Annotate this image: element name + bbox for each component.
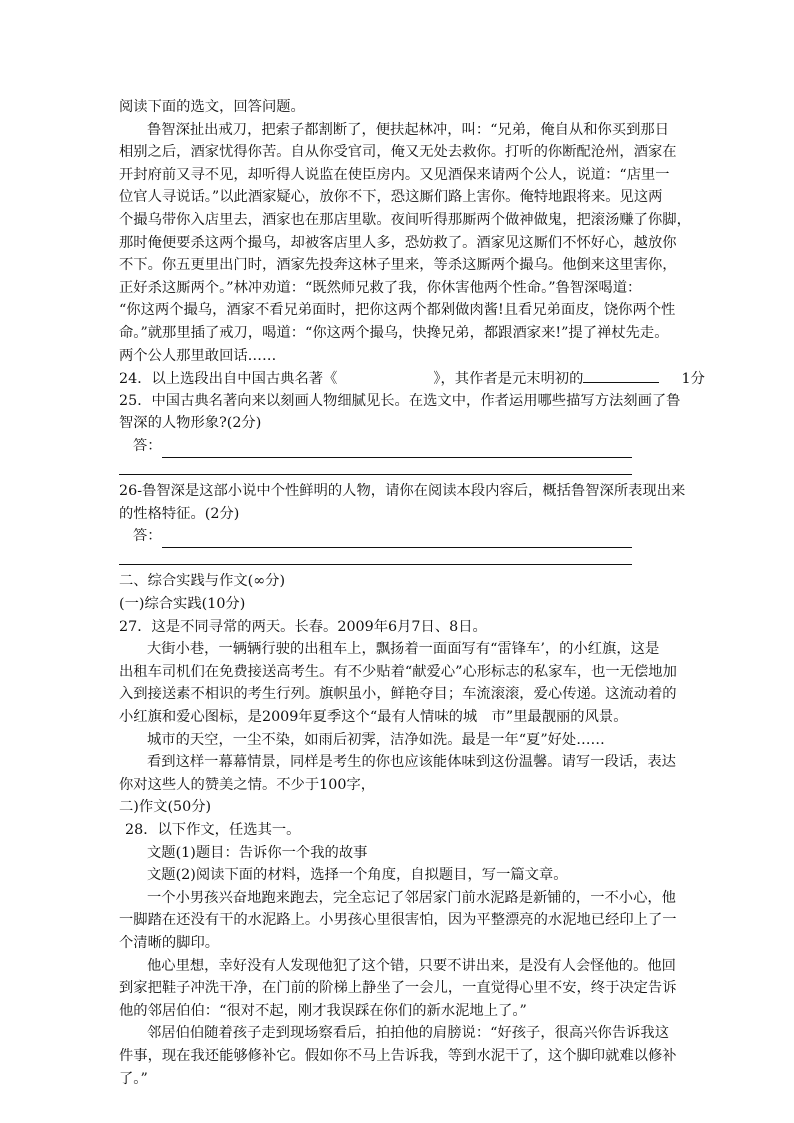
answer-line: 答：: [119, 525, 679, 548]
answer-blank: [162, 442, 632, 458]
question-25: 25．中国古典名著向来以刻画人物细腻见长。在选文中，作者运用哪些描写方法刻画了鲁: [119, 392, 681, 409]
answer-rule: [119, 548, 632, 565]
essay-prompt-1: 文题(1)题目：告诉你一个我的故事: [147, 844, 368, 861]
document-page: [119, 96, 705, 1090]
question-28: 28．以下作文，任选其一。: [125, 822, 301, 838]
passage-line: 两个公人那里敢回话……: [119, 347, 277, 364]
story-line: 邻居伯伯随着孩子走到现场察看后，拍拍他的肩膀说：“好孩子，很高兴你告诉我这: [147, 1025, 669, 1042]
question-25-cont: 智深的人物形象?(2分): [119, 415, 262, 432]
answer-rule-row: [119, 458, 679, 481]
question-26-cont: 的性格特征。(2分): [119, 505, 240, 522]
answer-rule-row: [119, 548, 679, 571]
answer-rule: [119, 458, 632, 475]
section-heading: 二、综合实践与作文(∞分): [119, 573, 286, 590]
passage-line: “你这两个撮乌，酒家不看兄弟面时，把你这两个都剁做肉酱!且看兄弟面皮，饶你两个性: [119, 302, 676, 319]
story-line: 一个小男孩兴奋地跑来跑去，完全忘记了邻居家门前水泥路是新铺的，一不小心，他: [147, 889, 676, 906]
passage-line: 个撮乌带你入店里去，酒家也在那店里歇。夜间听得那厮两个做神做鬼，把滚汤赚了你脚，: [119, 211, 691, 228]
passage-line: 鲁智深扯出戒刀，把索子都割断了，便扶起林冲，叫：“兄弟，俺自从和你买到那日: [147, 121, 669, 138]
story-line: 一脚踏在还没有干的水泥路上。小男孩心里很害怕，因为平整漂亮的水泥地已经印上了一: [119, 912, 677, 929]
material-line: 城市的天空，一尘不染，如雨后初霁，洁净如洗。最是一年“夏”好处……: [147, 731, 605, 748]
subsection-heading: (一)综合实践(10分): [119, 596, 246, 613]
passage-line: 那时俺便要杀这两个撮乌，却被客店里人多，恐妨救了。酒家见这厮们不怀好心，越放你: [119, 234, 677, 251]
material-line: 看到这样一幕幕情景，同样是考生的你也应该能体味到这份温馨。请写一段话，表达: [147, 754, 676, 771]
passage-line: 相别之后，酒家忧得你苦。自从你受官司，俺又无处去救你。打听的你断配沧州，酒家在: [119, 144, 677, 161]
story-line: 到家把鞋子冲洗干净，在门前的阶梯上静坐了一会儿，一直觉得心里不安，终于决定告诉: [119, 980, 677, 997]
reading-instruction: 阅读下面的选文，回答问题。: [119, 99, 305, 115]
story-line: 他心里想，幸好没有人发现他犯了这个错，只要不讲出来，是没有人会怪他的。他回: [147, 957, 676, 974]
passage-line: 正好杀这厮两个。”林冲劝道：“既然师兄救了我，你休害他两个性命。”鲁智深喝道：: [119, 279, 642, 296]
passage-line: 命。”就那里插了戒刀，喝道：“你这两个撮乌，快搀兄弟，都跟酒家来!”提了禅杖先走。: [119, 324, 669, 341]
story-line: 了。”: [119, 1070, 148, 1087]
question-27: 27．这是不同寻常的两天。长春。2009年6月7日、8日。: [119, 618, 487, 635]
story-line: 个清晰的脚印。: [119, 934, 220, 951]
question-24: 24．以上选段出自中国古典名著《 》，其作者是元末明初的 1分: [119, 367, 679, 390]
answer-blank: [162, 532, 632, 548]
essay-prompt-2: 文题(2)阅读下面的材料，选择一个角度，自拟题目，写一篇文章。: [147, 867, 568, 884]
passage-line: 开封府前又寻不见，却听得人说监在使臣房内。又见酒保来请两个公人，说道：“店里一: [119, 166, 670, 183]
answer-line: 答：: [119, 435, 679, 458]
story-line: 他的邻居伯伯：“很对不起，刚才我误踩在你们的新水泥地上了。”: [119, 1002, 527, 1019]
story-line: 件事，现在我还能够修补它。假如你不马上告诉我，等到水泥干了，这个脚印就难以修补: [119, 1047, 677, 1064]
material-line: 小红旗和爱心图标，是2009年夏季这个“最有人情味的城 市”里最靓丽的风景。: [119, 709, 628, 726]
material-line: 你对这些人的赞美之情。不少于100字，: [119, 776, 376, 793]
author-blank: [583, 367, 659, 383]
subsection-heading: 二)作文(50分): [119, 799, 212, 816]
question-26: 26-鲁智深是这部小说中个性鲜明的人物，请你在阅读本段内容后，概括鲁智深所表现出来: [119, 483, 686, 500]
passage-line: 不下。你五更里出门时，酒家先投奔这林子里来，等杀这厮两个撮乌。他倒来这里害你，: [119, 257, 677, 274]
material-line: 入到接送素不相识的考生行列。旗帜虽小，鲜艳夺目；车流滚滚，爱心传递。这流动着的: [119, 686, 677, 703]
passage-line: 位官人寻说话。”以此酒家疑心，放你不下，恐这厮们路上害你。俺特地跟将来。见这两: [119, 189, 663, 206]
material-line: 出租车司机们在免费接送高考生。有不少贴着“献爱心”心形标志的私家车，也一无偿地加: [119, 663, 677, 680]
material-line: 大街小巷，一辆辆行驶的出租车上，飘扬着一面面写有“雷锋车’，的小红旗，这是: [147, 641, 660, 658]
